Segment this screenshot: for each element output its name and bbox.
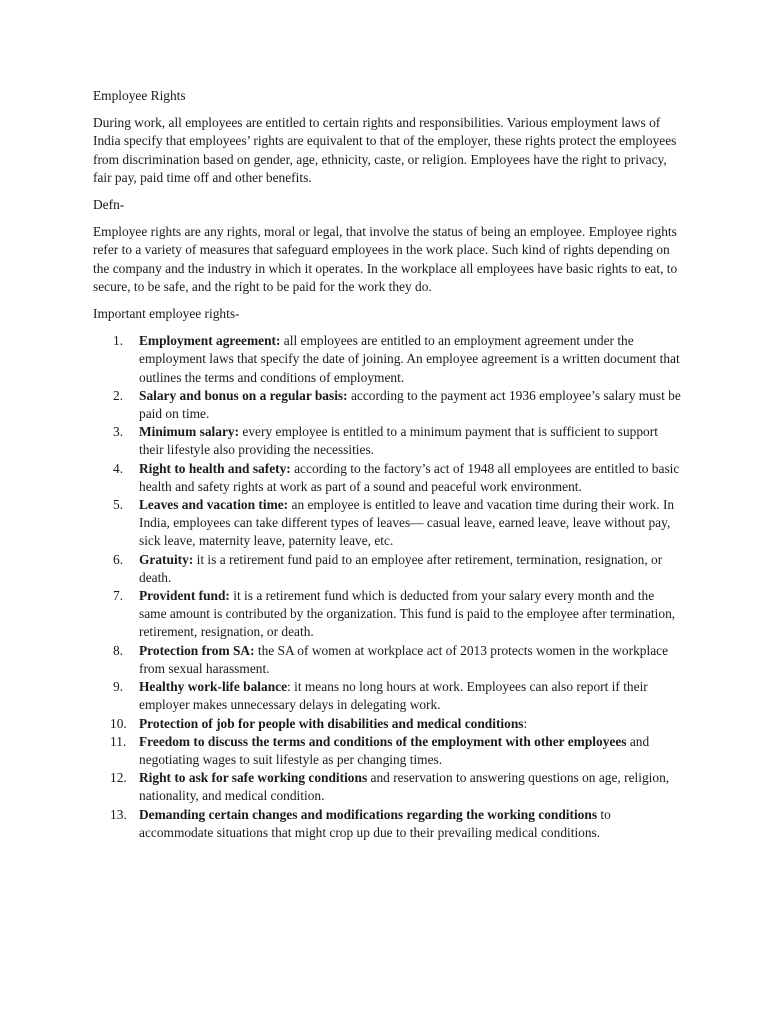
list-item-number: 9.: [113, 679, 124, 695]
list-item-term: Minimum salary:: [139, 424, 240, 440]
list-item: [93, 387, 683, 423]
list-item-text: every employee is entitled to a minimum payment that is sufficient to support their lifestyle also providing the necessities.: [139, 424, 658, 458]
list-item: [93, 678, 683, 714]
document-title: Employee Rights: [93, 88, 186, 103]
list-item: [93, 460, 683, 496]
definition-paragraph: Employee rights are any rights, moral or legal, that involve the status of being an employee. Employee rights refer to a variety of measures that safeguard employees in the work place. Such kind of rights depending on the company and the industry in which it operates. In the workplace all employees have basic rights to eat, to secure, to be safe, and the right to be paid for the work they do.: [93, 224, 678, 294]
list-item-term: Freedom to discuss the terms and conditions of the employment with other employees: [139, 733, 627, 749]
list-item-number: 1.: [113, 333, 124, 349]
list-item-text: and negotiating wages to suit lifestyle as per changing times.: [139, 733, 650, 767]
list-item-text: and reservation to answering questions on age, religion, nationality, and medical condition.: [139, 770, 670, 804]
list-item-text: according to the payment act 1936 employee’s salary must be paid on time.: [139, 387, 681, 422]
list-item-number: 10.: [110, 715, 127, 731]
list-item-text: the SA of women at workplace act of 2013 protects women in the workplace from sexual harassment.: [139, 642, 669, 676]
list-item-number: 6.: [113, 551, 124, 567]
list-item: [93, 806, 683, 842]
list-item: [93, 587, 683, 642]
list-item-number: 4.: [113, 460, 124, 476]
list-item-number: 12.: [110, 770, 127, 786]
list-item-text: it is a retirement fund which is deducted from your salary every month and the same amount is contributed by the organization. This fund is paid to the employee after termination, retirement, resignation, or death.: [139, 588, 676, 640]
list-item-number: 2.: [113, 387, 124, 403]
list-item-term: Demanding certain changes and modifications regarding the working conditions: [139, 806, 598, 822]
rights-list: [93, 332, 683, 842]
list-item-number: 5.: [113, 497, 124, 513]
list-item-number: 3.: [113, 424, 124, 440]
list-item-term: Right to ask for safe working conditions: [139, 770, 368, 786]
list-item: [93, 332, 683, 387]
list-item-term: Salary and bonus on a regular basis:: [139, 387, 348, 403]
list-item: [93, 423, 683, 459]
list-item-number: 7.: [113, 588, 124, 604]
list-item: [93, 769, 683, 805]
list-item-term: Healthy work-life balance: [139, 679, 288, 695]
definition-heading: Defn-: [93, 197, 125, 213]
list-item: [93, 642, 683, 678]
list-item-term: Employment agreement:: [139, 333, 281, 349]
list-item-term: Provident fund:: [139, 588, 230, 604]
list-item-text: an employee is entitled to leave and vacation time during their work. In India, employees can take different types of leaves— casual leave, earned leave, leave without pay, sick leave, maternity leave, paternity leave, etc.: [139, 497, 675, 549]
document-page: [93, 87, 683, 842]
list-item-text: :: [523, 715, 528, 731]
list-item-term: Protection from SA:: [139, 642, 255, 658]
list-item-term: Gratuity:: [139, 551, 194, 567]
list-item-text: to accommodate situations that might crop up due to their prevailing medical conditions.: [139, 806, 611, 840]
list-item-term: Right to health and safety:: [139, 460, 291, 476]
list-item-text: according to the factory’s act of 1948 all employees are entitled to basic health and safety rights at work as part of a sound and peaceful work environment.: [139, 460, 680, 494]
list-item-number: 13.: [110, 806, 127, 822]
list-item-text: : it means no long hours at work. Employees can also report if their employer makes unnecessary delays in delegating work.: [139, 679, 648, 713]
intro-paragraph: During work, all employees are entitled to certain rights and responsibilities. Various employment laws of India specify that employees’ rights are equivalent to that of the employer, these rights protect the employees from discrimination based on gender, age, ethnicity, caste, or religion. Employees have the right to privacy, fair pay, paid time off and other benefits.: [93, 115, 677, 185]
rights-list-heading: Important employee rights-: [93, 306, 240, 322]
list-item: [93, 551, 683, 587]
list-item-text: all employees are entitled to an employment agreement under the employment laws that specify the date of joining. An employee agreement is a written document that outlines the terms and conditions of employment.: [139, 333, 680, 385]
list-item-number: 11.: [110, 733, 127, 749]
list-item: [93, 733, 683, 769]
list-item: [93, 496, 683, 551]
list-item-number: 8.: [113, 642, 124, 658]
list-item-term: Protection of job for people with disabilities and medical conditions: [139, 715, 524, 731]
list-item-text: it is a retirement fund paid to an employee after retirement, termination, resignation, or death.: [139, 551, 663, 585]
list-item-term: Leaves and vacation time:: [139, 497, 289, 513]
list-item: [93, 715, 683, 733]
